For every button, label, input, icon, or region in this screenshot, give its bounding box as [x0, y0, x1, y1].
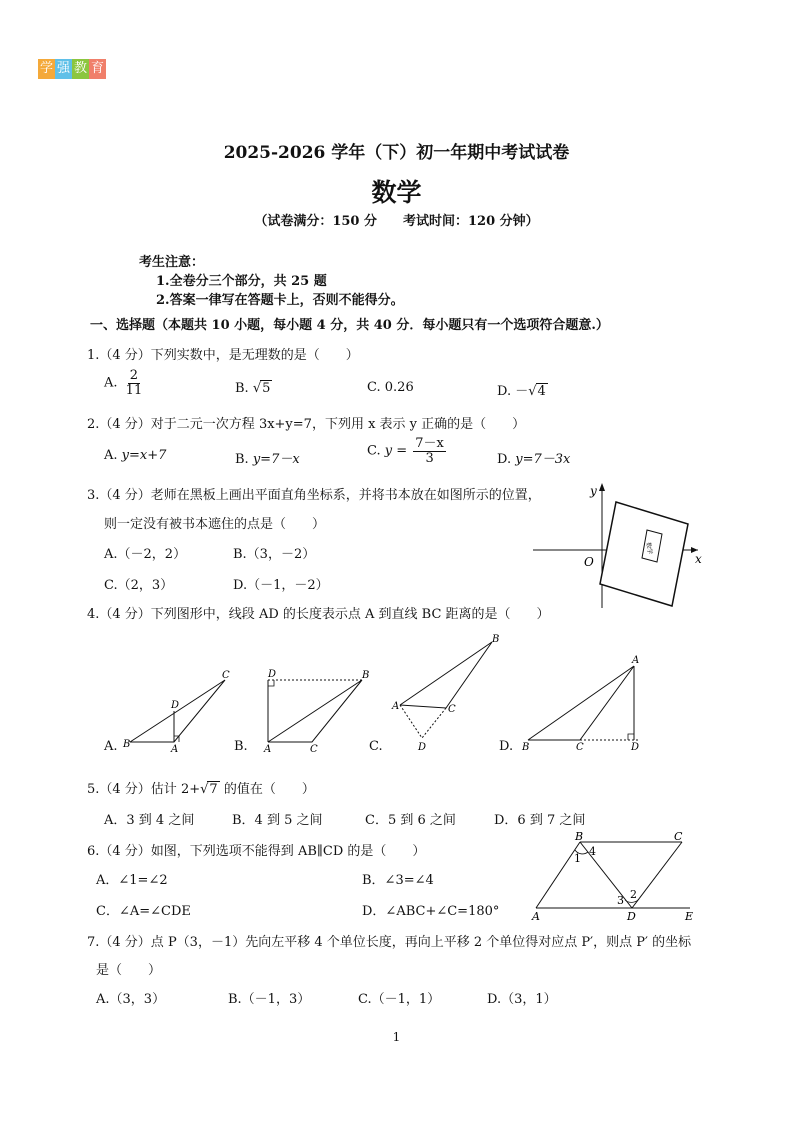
q3-option-a: A.（－2，2）	[104, 547, 187, 562]
q2-option-c	[367, 437, 448, 465]
option-value: 0.26	[384, 380, 414, 395]
point-label: D	[268, 669, 277, 680]
fraction-numerator: 2	[129, 368, 139, 383]
point-label: A	[632, 655, 640, 666]
q2-option-a	[104, 448, 166, 463]
question-2-stem: 2.（4 分）对于二元一次方程 3x+y=7，下列用 x 表示 y 正确的是（ ）	[87, 417, 526, 432]
exam-meta: （试卷满分：150 分 考试时间：120 分钟）	[254, 214, 539, 229]
logo-char: 教	[72, 59, 89, 79]
question-3-stem-2: 则一定没有被书本遮住的点是（ ）	[104, 517, 326, 532]
option-prefix: y =	[384, 443, 408, 459]
q5-option-d: D．6 到 7 之间	[494, 813, 586, 828]
notes-item: 1.全卷分三个部分，共 25 题	[156, 274, 327, 289]
option-value: y=x+7	[121, 448, 167, 463]
y-axis-arrow	[599, 483, 605, 491]
option-label: A.	[104, 448, 118, 463]
q4-figure-b	[263, 669, 369, 755]
point-label: B	[492, 634, 500, 645]
point-label: B	[522, 742, 530, 753]
triangle	[400, 642, 492, 708]
question-3-stem: 3.（4 分）老师在黑板上画出平面直角坐标系，并将书本放在如图所示的位置，	[87, 488, 541, 503]
q7-option-c: C.（－1，1）	[358, 992, 441, 1007]
q4-figure-c	[391, 634, 499, 753]
x-axis-label: x	[695, 552, 702, 566]
q4-figure-a	[122, 670, 230, 755]
option-label: D.	[497, 452, 512, 467]
q3-option-c: C.（2，3）	[104, 578, 174, 593]
logo-char: 强	[55, 59, 72, 79]
fraction-denominator: 3	[425, 450, 434, 466]
q4-figures	[100, 630, 700, 758]
q1-option-c	[367, 380, 414, 395]
option-value: y=7－x	[252, 452, 300, 467]
q4-label-b: B.	[234, 739, 248, 754]
q7-option-b: B.（－1，3）	[228, 992, 311, 1007]
stem-text: 5.（4 分）估计 2+	[87, 782, 201, 797]
y-axis-label: y	[590, 484, 597, 498]
fraction-numerator: 7－x	[415, 436, 444, 451]
q2-option-d	[497, 448, 570, 467]
q3-figure	[530, 478, 710, 610]
radicand: 5	[262, 381, 271, 396]
point-label: C	[576, 742, 584, 753]
point-label: D	[631, 742, 640, 753]
notes-item: 2.答案一律写在答题卡上，否则不能得分。	[156, 293, 404, 308]
triangle	[528, 666, 634, 740]
point-label: D	[627, 910, 636, 923]
question-4-stem: 4.（4 分）下列图形中，线段 AD 的长度表示点 A 到直线 BC 距离的是（ ）	[87, 607, 550, 622]
q6-option-b: B．∠3=∠4	[362, 873, 434, 888]
fraction-denominator: 11	[125, 382, 143, 398]
origin-label: O	[584, 555, 594, 569]
q7-option-d: D.（3，1）	[487, 992, 557, 1007]
right-angle-mark	[628, 734, 634, 740]
option-label: C.	[367, 380, 381, 395]
notes-heading: 考生注意：	[139, 255, 205, 270]
sqrt-sign: √	[200, 782, 209, 797]
option-label: D.	[497, 384, 512, 399]
point-label: A	[264, 744, 272, 755]
fraction	[124, 369, 145, 397]
point-label: D	[171, 700, 180, 711]
point-label: C	[448, 704, 456, 715]
angle-label: 1	[574, 852, 581, 865]
question-7-stem: 7.（4 分）点 P（3，－1）先向左平移 4 个单位长度，再向上平移 2 个单位得对应点 P′，则点 P′ 的坐标	[87, 935, 692, 950]
q1-option-a	[104, 369, 146, 397]
angle-label: 4	[589, 845, 596, 858]
point-label: D	[418, 742, 427, 753]
page-number: 1	[392, 1030, 401, 1044]
exam-title: 2025-2026 学年（下）初一年期中考试试卷	[223, 143, 570, 163]
angle-label: 3	[617, 894, 624, 907]
q4-label-c: C.	[369, 739, 383, 754]
q6-option-c: C．∠A=∠CDE	[96, 904, 191, 919]
q1-option-d	[497, 380, 548, 399]
q6-figure	[528, 828, 708, 924]
option-label: C.	[367, 443, 381, 459]
question-5-stem	[87, 778, 315, 797]
section-heading: 一、选择题（本题共 10 小题，每小题 4 分，共 40 分．每小题只有一个选项符合题意.）	[90, 318, 609, 333]
point-label: C	[310, 744, 318, 755]
logo-char: 学	[38, 59, 55, 79]
q3-option-d: D.（－1，－2）	[233, 578, 329, 593]
q3-option-b: B.（3，－2）	[233, 547, 316, 562]
sqrt-sign: √	[252, 381, 262, 396]
dashed-segment	[422, 708, 446, 738]
triangle	[130, 680, 225, 742]
point-label: B	[362, 670, 370, 681]
fraction	[413, 437, 446, 465]
segment-dc	[632, 842, 682, 908]
logo-char: 育	[89, 59, 106, 79]
option-value: y=7－3x	[515, 452, 571, 467]
point-label: B	[123, 739, 131, 750]
brand-logo	[38, 59, 106, 79]
point-label: C	[222, 670, 230, 681]
triangle	[268, 680, 362, 742]
point-label: A	[392, 701, 400, 712]
option-label: B.	[235, 452, 249, 467]
book-label: 数学	[644, 541, 654, 555]
sqrt-sign: －√	[515, 384, 537, 399]
q4-label-a: A.	[104, 739, 118, 754]
subject-title: 数学	[371, 178, 422, 207]
radicand: 4	[537, 384, 546, 399]
q5-option-a: A．3 到 4 之间	[104, 813, 195, 828]
option-label: A.	[104, 375, 118, 391]
point-label: A	[171, 744, 179, 755]
q7-option-a: A.（3，3）	[96, 992, 166, 1007]
point-label: B	[575, 830, 584, 843]
q4-figure-d	[521, 655, 640, 753]
radicand: 7	[209, 782, 218, 797]
stem-text: 的值在（ ）	[219, 782, 315, 797]
point-label: A	[532, 910, 540, 923]
option-label: B.	[235, 381, 249, 396]
q6-option-a: A．∠1=∠2	[96, 873, 168, 888]
q2-option-b	[235, 448, 300, 467]
point-label: E	[685, 910, 694, 923]
dashed-segment	[400, 705, 422, 738]
question-6-stem: 6.（4 分）如图，下列选项不能得到 AB∥CD 的是（ ）	[87, 844, 426, 859]
q6-option-d: D．∠ABC+∠C=180°	[362, 904, 500, 919]
right-angle-mark	[268, 680, 274, 686]
q5-option-c: C．5 到 6 之间	[365, 813, 456, 828]
question-1-stem: 1.（4 分）下列实数中，是无理数的是（ ）	[87, 348, 359, 363]
q4-label-d: D.	[499, 739, 514, 754]
angle-label: 2	[630, 888, 637, 901]
point-label: C	[674, 830, 683, 843]
q1-option-b	[235, 380, 272, 396]
q5-option-b: B．4 到 5 之间	[232, 813, 323, 828]
question-7-stem-2: 是（ ）	[96, 963, 162, 978]
